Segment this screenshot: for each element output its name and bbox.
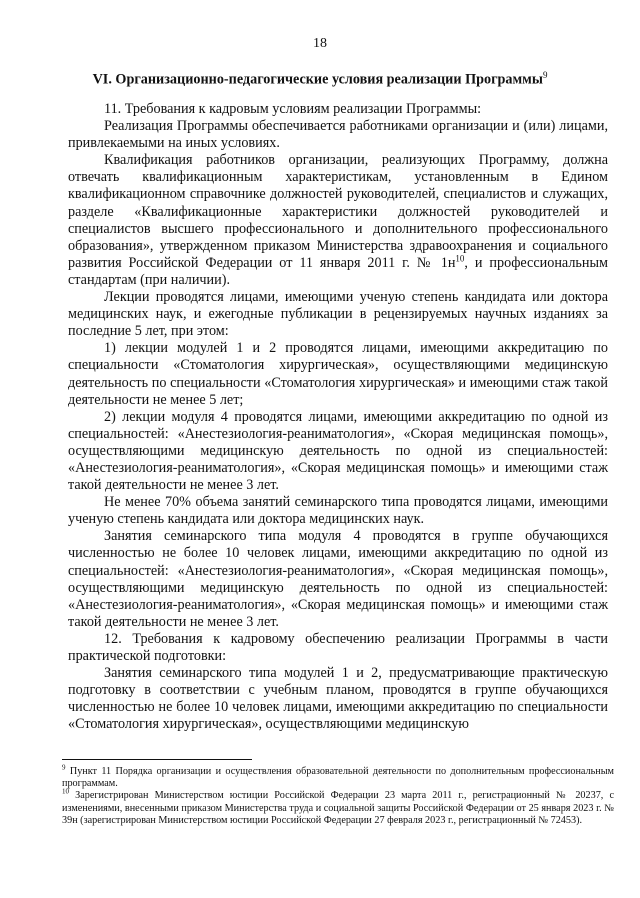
footnote-10 [62,790,614,827]
paragraph-lectures-module-4: 2) лекции модуля 4 проводятся лицами, имеющими аккредитацию по одной из специальностей: «Анестезиология-реаниматология», «Скорая медицинская помощь», осуществляющими медицинскую деятельность по одной из специальностей: «Анестезиология-реаниматология», «Скорая медицинская помощь» и имеющими стаж такой деятельности не менее 3 лет. [68,408,608,494]
paragraph-seminar-share: Не менее 70% объема занятий семинарского типа проводятся лицами, имеющими ученую степень кандидата или доктора медицинских наук. [68,494,608,528]
page-number: 18 [313,36,327,51]
section-heading [40,70,600,89]
paragraph-qualification [68,152,608,289]
paragraph-item-11: 11. Требования к кадровым условиям реализации Программы: [104,101,482,117]
footnote-divider [62,759,252,760]
body-text [68,101,608,733]
footnote-9 [62,763,615,790]
paragraph-lectures: Лекции проводятся лицами, имеющими ученую степень кандидата или доктора медицинских наук, и ежегодные публикации в рецензируемых научных изданиях за последние 5 лет, при этом: [68,289,608,340]
footnote-9-marker: 9 [62,763,66,772]
qualification-text: Квалификация работников организации, реализующих Программу, должна отвечать квалификационным характеристикам, установленным в Едином квалификационном справочнике должностей руководителей, специалистов и служащих, разделе «Квалификационные характеристики должностей руководителей и специалистов высшего профессионального и дополнительного профессионального образования», утвержденном приказом Министерства здравоохранения и социального развития Российской Федерации от 11 января 2011 г. № 1н [68,152,608,271]
section-heading-text: VI. Организационно-педагогические условия реализации Программы [92,71,543,88]
footnote-10-marker: 10 [62,788,69,797]
paragraph-seminar-module-4: Занятия семинарского типа модуля 4 проводятся в группе обучающихся численностью не более 10 человек лицами, имеющими аккредитацию по одной из специальностей: «Анестезиология-реаниматология», «Скорая медицинская помощь», осуществляющими медицинскую деятельность по одной из специальностей: «Анестезиология-реаниматология», «Скорая медицинская помощь» и имеющими стаж такой деятельности не менее 3 лет. [68,528,608,630]
footnotes [62,759,614,827]
heading-footnote-ref: 9 [542,70,548,80]
paragraph-lectures-modules-1-2: 1) лекции модулей 1 и 2 проводятся лицами, имеющими аккредитацию по специальности «Стоматология хирургическая», осуществляющими медицинскую деятельность по специальности «Стоматология хирургическая» и имеющими стаж такой деятельности не менее 5 лет; [68,340,608,408]
qualification-footnote-ref: 10 [455,253,465,264]
paragraph-staffing: Реализация Программы обеспечивается работниками организации и (или) лицами, привлекаемыми на иных условиях. [68,118,608,152]
paragraph-item-12: 12. Требования к кадровому обеспечению реализации Программы в части практической подготовки: [68,630,608,664]
qualification-text-end: , и профессиональным стандартам (при наличии). [68,254,608,288]
footnote-9-text: Пункт 11 Порядка организации и осуществления образовательной деятельности по дополнительным профессиональным программам. [62,766,615,790]
footnote-10-text: Зарегистрирован Министерством юстиции Российской Федерации 23 марта 2011 г., регистрационный № 20237, с изменениями, внесенными приказом Министерства труда и социальной защиты Российской Федерации от 25 января 2023 г. № 39н (зарегистрирован Министерством юстиции Российской Федерации 27 февраля 2023 г., регистрационный № 72453). [62,790,614,826]
paragraph-practical-training: Занятия семинарского типа модулей 1 и 2, предусматривающие практическую подготовку в соответствии с учебным планом, проводятся в группе обучающихся численностью не более 10 человек лицами, имеющими аккредитацию по специальности «Стоматология хирургическая», осуществляющими медицинскую [68,665,608,733]
